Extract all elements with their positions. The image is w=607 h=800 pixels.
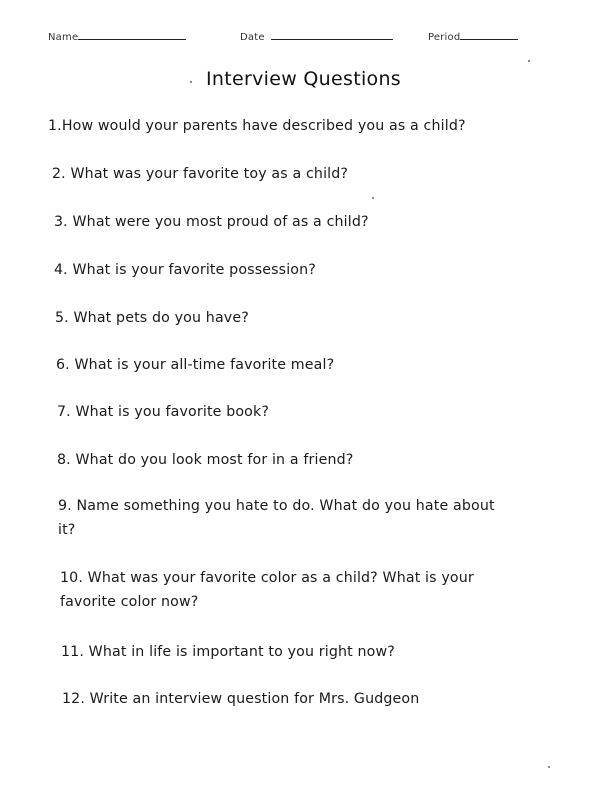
page-title: Interview Questions (206, 68, 401, 90)
question-text: 6. What is your all-time favorite meal? (56, 357, 335, 373)
question-text: 11. What in life is important to you right now? (61, 644, 395, 660)
question-7 (57, 400, 269, 424)
date-field (240, 30, 393, 43)
name-blank (78, 30, 186, 40)
question-5 (55, 306, 249, 330)
name-field (48, 30, 186, 43)
question-text: 5. What pets do you have? (55, 310, 249, 326)
date-blank (271, 30, 393, 40)
question-text-continued: it? (58, 522, 76, 538)
question-text: 10. What was your favorite color as a child? What is your (60, 570, 474, 586)
period-field (428, 30, 518, 43)
question-6 (56, 353, 334, 377)
question-12 (62, 687, 419, 711)
question-3 (54, 210, 369, 234)
period-label: Period (428, 32, 461, 43)
scan-speck (548, 766, 550, 768)
question-text: 4. What is your favorite possession? (54, 262, 316, 278)
question-9 (58, 494, 495, 542)
question-text: 2. What was your favorite toy as a child? (52, 166, 349, 182)
question-text: 1.How would your parents have described you as a child? (48, 118, 466, 134)
question-text: 12. Write an interview question for Mrs. Gudgeon (62, 691, 420, 707)
question-text: 3. What were you most proud of as a child? (54, 214, 369, 230)
name-label: Name (48, 32, 79, 43)
question-text: 8. What do you look most for in a friend? (57, 452, 354, 468)
question-10 (60, 566, 474, 614)
question-4 (54, 258, 316, 282)
period-blank (460, 30, 518, 40)
scan-speck (528, 60, 530, 62)
date-label: Date (240, 32, 265, 43)
question-text: 7. What is you favorite book? (57, 404, 270, 420)
question-8 (57, 448, 353, 472)
question-1 (48, 114, 466, 138)
question-text: 9. Name something you hate to do. What do you hate about (58, 498, 495, 514)
question-text-continued: favorite color now? (60, 594, 199, 610)
question-11 (61, 640, 395, 664)
scan-speck (190, 81, 192, 83)
question-2 (52, 162, 348, 186)
scan-speck (372, 197, 374, 199)
